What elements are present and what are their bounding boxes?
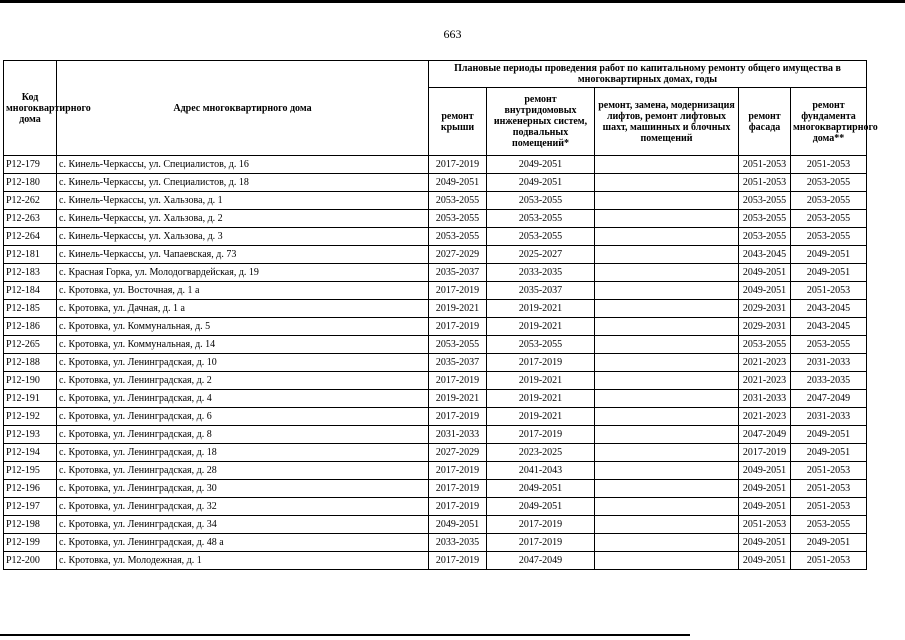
cell-lifts (595, 408, 739, 426)
table-row (4, 336, 867, 354)
cell-systems: 2047-2049 (487, 552, 595, 570)
table-row (4, 534, 867, 552)
cell-lifts (595, 372, 739, 390)
cell-systems: 2049-2051 (487, 156, 595, 174)
cell-lifts (595, 426, 739, 444)
cell-code: P12-185 (4, 300, 57, 318)
table-row (4, 426, 867, 444)
cell-foundation: 2053-2055 (791, 192, 867, 210)
cell-facade: 2049-2051 (739, 552, 791, 570)
cell-systems: 2023-2025 (487, 444, 595, 462)
cell-foundation: 2051-2053 (791, 462, 867, 480)
cell-roof: 2031-2033 (429, 426, 487, 444)
cell-systems: 2017-2019 (487, 426, 595, 444)
cell-foundation: 2051-2053 (791, 552, 867, 570)
cell-systems: 2019-2021 (487, 372, 595, 390)
cell-systems: 2035-2037 (487, 282, 595, 300)
table-row (4, 264, 867, 282)
cell-foundation: 2053-2055 (791, 228, 867, 246)
cell-roof: 2033-2035 (429, 534, 487, 552)
cell-roof: 2053-2055 (429, 192, 487, 210)
cell-foundation: 2049-2051 (791, 264, 867, 282)
cell-address: с. Кинель-Черкассы, ул. Хальзова, д. 2 (57, 210, 429, 228)
cell-systems: 2053-2055 (487, 228, 595, 246)
cell-facade: 2053-2055 (739, 210, 791, 228)
cell-code: P12-192 (4, 408, 57, 426)
cell-systems: 2049-2051 (487, 174, 595, 192)
cell-facade: 2047-2049 (739, 426, 791, 444)
cell-code: P12-200 (4, 552, 57, 570)
cell-address: с. Кротовка, ул. Ленинградская, д. 32 (57, 498, 429, 516)
cell-roof: 2053-2055 (429, 210, 487, 228)
cell-roof: 2019-2021 (429, 300, 487, 318)
cell-systems: 2019-2021 (487, 390, 595, 408)
cell-roof: 2017-2019 (429, 480, 487, 498)
cell-address: с. Кротовка, ул. Ленинградская, д. 6 (57, 408, 429, 426)
cell-lifts (595, 192, 739, 210)
cell-code: P12-196 (4, 480, 57, 498)
table-body (4, 156, 867, 570)
cell-address: с. Красная Горка, ул. Молодогвардейская, д. 19 (57, 264, 429, 282)
cell-systems: 2017-2019 (487, 534, 595, 552)
cell-foundation: 2051-2053 (791, 480, 867, 498)
cell-code: P12-186 (4, 318, 57, 336)
cell-lifts (595, 282, 739, 300)
header-systems: ремонт внутридомовых инженерных систем, подвальных помещений* (487, 88, 595, 156)
cell-facade: 2049-2051 (739, 264, 791, 282)
cell-roof: 2017-2019 (429, 156, 487, 174)
cell-facade: 2051-2053 (739, 156, 791, 174)
cell-foundation: 2049-2051 (791, 534, 867, 552)
table-row (4, 498, 867, 516)
cell-roof: 2017-2019 (429, 318, 487, 336)
cell-foundation: 2051-2053 (791, 498, 867, 516)
cell-roof: 2019-2021 (429, 390, 487, 408)
table-row (4, 228, 867, 246)
cell-code: P12-181 (4, 246, 57, 264)
cell-address: с. Кинель-Черкассы, ул. Хальзова, д. 1 (57, 192, 429, 210)
table-row (4, 246, 867, 264)
cell-lifts (595, 354, 739, 372)
cell-systems: 2019-2021 (487, 408, 595, 426)
cell-address: с. Кротовка, ул. Коммунальная, д. 14 (57, 336, 429, 354)
cell-address: с. Кинель-Черкассы, ул. Специалистов, д. 16 (57, 156, 429, 174)
cell-roof: 2035-2037 (429, 354, 487, 372)
cell-facade: 2053-2055 (739, 192, 791, 210)
cell-lifts (595, 300, 739, 318)
table-row (4, 444, 867, 462)
cell-code: P12-191 (4, 390, 57, 408)
cell-foundation: 2043-2045 (791, 318, 867, 336)
cell-code: P12-194 (4, 444, 57, 462)
cell-facade: 2049-2051 (739, 282, 791, 300)
cell-foundation: 2051-2053 (791, 282, 867, 300)
cell-address: с. Кротовка, ул. Коммунальная, д. 5 (57, 318, 429, 336)
cell-foundation: 2043-2045 (791, 300, 867, 318)
cell-systems: 2017-2019 (487, 354, 595, 372)
cell-lifts (595, 156, 739, 174)
bottom-rule (0, 634, 690, 636)
cell-facade: 2043-2045 (739, 246, 791, 264)
cell-foundation: 2053-2055 (791, 336, 867, 354)
cell-facade: 2049-2051 (739, 480, 791, 498)
table-row (4, 354, 867, 372)
cell-code: P12-184 (4, 282, 57, 300)
table-row (4, 156, 867, 174)
cell-code: P12-264 (4, 228, 57, 246)
cell-code: P12-188 (4, 354, 57, 372)
cell-foundation: 2053-2055 (791, 210, 867, 228)
table-row (4, 174, 867, 192)
cell-address: с. Кротовка, ул. Ленинградская, д. 18 (57, 444, 429, 462)
table-row (4, 282, 867, 300)
cell-roof: 2017-2019 (429, 552, 487, 570)
cell-lifts (595, 516, 739, 534)
cell-roof: 2017-2019 (429, 498, 487, 516)
cell-roof: 2049-2051 (429, 516, 487, 534)
cell-facade: 2051-2053 (739, 174, 791, 192)
header-period-group: Плановые периоды проведения работ по капитальному ремонту общего имущества в многоквартирных домах, годы (429, 61, 867, 88)
cell-code: P12-183 (4, 264, 57, 282)
header-foundation: ремонт фундамента многоквартирного дома** (791, 88, 867, 156)
cell-address: с. Кротовка, ул. Ленинградская, д. 30 (57, 480, 429, 498)
cell-lifts (595, 462, 739, 480)
header-code: Код многоквартирного дома (4, 61, 57, 156)
cell-foundation: 2047-2049 (791, 390, 867, 408)
cell-lifts (595, 228, 739, 246)
cell-code: P12-179 (4, 156, 57, 174)
cell-foundation: 2049-2051 (791, 426, 867, 444)
cell-address: с. Кротовка, ул. Ленинградская, д. 28 (57, 462, 429, 480)
cell-foundation: 2053-2055 (791, 174, 867, 192)
cell-facade: 2049-2051 (739, 462, 791, 480)
cell-code: P12-190 (4, 372, 57, 390)
page-number: 663 (443, 27, 462, 41)
cell-lifts (595, 318, 739, 336)
table-row (4, 462, 867, 480)
table-row (4, 300, 867, 318)
cell-address: с. Кротовка, ул. Молодежная, д. 1 (57, 552, 429, 570)
cell-lifts (595, 336, 739, 354)
cell-roof: 2053-2055 (429, 336, 487, 354)
cell-facade: 2029-2031 (739, 300, 791, 318)
cell-systems: 2053-2055 (487, 192, 595, 210)
cell-lifts (595, 480, 739, 498)
cell-foundation: 2049-2051 (791, 444, 867, 462)
cell-roof: 2017-2019 (429, 372, 487, 390)
cell-address: с. Кротовка, ул. Ленинградская, д. 2 (57, 372, 429, 390)
cell-lifts (595, 444, 739, 462)
cell-roof: 2017-2019 (429, 282, 487, 300)
cell-address: с. Кинель-Черкассы, ул. Специалистов, д. 18 (57, 174, 429, 192)
cell-code: P12-195 (4, 462, 57, 480)
cell-roof: 2053-2055 (429, 228, 487, 246)
table-row (4, 480, 867, 498)
cell-address: с. Кротовка, ул. Ленинградская, д. 8 (57, 426, 429, 444)
table-row (4, 516, 867, 534)
header-roof: ремонт крыши (429, 88, 487, 156)
cell-foundation: 2051-2053 (791, 156, 867, 174)
cell-code: P12-198 (4, 516, 57, 534)
cell-address: с. Кротовка, ул. Ленинградская, д. 10 (57, 354, 429, 372)
table-row (4, 372, 867, 390)
cell-facade: 2053-2055 (739, 228, 791, 246)
cell-systems: 2017-2019 (487, 516, 595, 534)
cell-facade: 2021-2023 (739, 354, 791, 372)
cell-systems: 2053-2055 (487, 210, 595, 228)
cell-code: P12-265 (4, 336, 57, 354)
cell-systems: 2049-2051 (487, 480, 595, 498)
cell-code: P12-262 (4, 192, 57, 210)
table-row (4, 210, 867, 228)
cell-lifts (595, 210, 739, 228)
table-row (4, 192, 867, 210)
cell-facade: 2021-2023 (739, 372, 791, 390)
cell-address: с. Кинель-Черкассы, ул. Хальзова, д. 3 (57, 228, 429, 246)
header-address: Адрес многоквартирного дома (57, 61, 429, 156)
cell-address: с. Кротовка, ул. Ленинградская, д. 48 а (57, 534, 429, 552)
table-row (4, 408, 867, 426)
cell-foundation: 2031-2033 (791, 354, 867, 372)
cell-roof: 2049-2051 (429, 174, 487, 192)
cell-code: P12-193 (4, 426, 57, 444)
capital-repair-table (3, 60, 878, 570)
cell-facade: 2031-2033 (739, 390, 791, 408)
cell-facade: 2053-2055 (739, 336, 791, 354)
cell-lifts (595, 534, 739, 552)
cell-facade: 2051-2053 (739, 516, 791, 534)
table-row (4, 390, 867, 408)
cell-facade: 2029-2031 (739, 318, 791, 336)
cell-address: с. Кротовка, ул. Ленинградская, д. 34 (57, 516, 429, 534)
cell-lifts (595, 246, 739, 264)
cell-facade: 2049-2051 (739, 498, 791, 516)
header-lifts: ремонт, замена, модернизация лифтов, ремонт лифтовых шахт, машинных и блочных помещений (595, 88, 739, 156)
cell-roof: 2027-2029 (429, 246, 487, 264)
cell-foundation: 2049-2051 (791, 246, 867, 264)
cell-code: P12-199 (4, 534, 57, 552)
table-row (4, 552, 867, 570)
cell-foundation: 2031-2033 (791, 408, 867, 426)
cell-foundation: 2053-2055 (791, 516, 867, 534)
cell-systems: 2041-2043 (487, 462, 595, 480)
cell-foundation: 2033-2035 (791, 372, 867, 390)
cell-address: с. Кротовка, ул. Восточная, д. 1 а (57, 282, 429, 300)
top-rule (0, 0, 905, 3)
cell-address: с. Кинель-Черкассы, ул. Чапаевская, д. 73 (57, 246, 429, 264)
cell-code: P12-263 (4, 210, 57, 228)
cell-roof: 2035-2037 (429, 264, 487, 282)
cell-facade: 2017-2019 (739, 444, 791, 462)
header-facade: ремонт фасада (739, 88, 791, 156)
cell-address: с. Кротовка, ул. Ленинградская, д. 4 (57, 390, 429, 408)
cell-systems: 2019-2021 (487, 318, 595, 336)
cell-roof: 2027-2029 (429, 444, 487, 462)
cell-code: P12-180 (4, 174, 57, 192)
table-row (4, 318, 867, 336)
cell-systems: 2049-2051 (487, 498, 595, 516)
cell-roof: 2017-2019 (429, 408, 487, 426)
cell-systems: 2033-2035 (487, 264, 595, 282)
cell-code: P12-197 (4, 498, 57, 516)
cell-systems: 2019-2021 (487, 300, 595, 318)
cell-lifts (595, 264, 739, 282)
cell-lifts (595, 390, 739, 408)
cell-roof: 2017-2019 (429, 462, 487, 480)
cell-systems: 2053-2055 (487, 336, 595, 354)
cell-facade: 2049-2051 (739, 534, 791, 552)
cell-systems: 2025-2027 (487, 246, 595, 264)
cell-lifts (595, 552, 739, 570)
cell-address: с. Кротовка, ул. Дачная, д. 1 а (57, 300, 429, 318)
cell-facade: 2021-2023 (739, 408, 791, 426)
cell-lifts (595, 174, 739, 192)
cell-lifts (595, 498, 739, 516)
